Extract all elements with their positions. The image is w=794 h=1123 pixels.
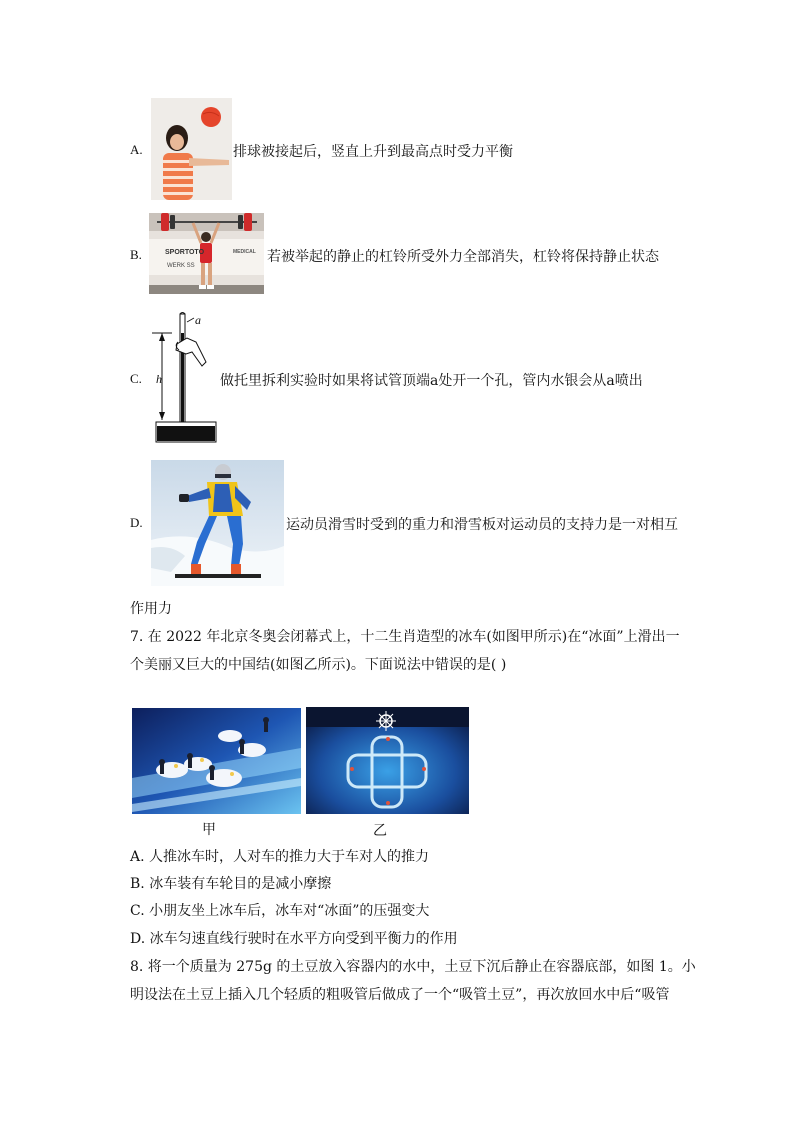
option-b-letter: B. xyxy=(130,247,142,262)
option-c-letter: C. xyxy=(130,371,142,386)
sign-werk: WERK SS xyxy=(167,263,195,269)
option-d-letter: D. xyxy=(130,515,143,530)
option-b-text: 若被举起的静止的杠铃所受外力全部消失，杠铃将保持静止状态 xyxy=(267,249,659,265)
torricelli-diagram xyxy=(150,310,218,446)
q7-option-a: A. 人推冰车时，人对车的推力大于车对人的推力 xyxy=(130,849,430,865)
q7-stem-line1: 7. 在 2022 年北京冬奥会闭幕式上，十二生肖造型的冰车(如图甲所示)在“冰面”上滑出一 xyxy=(130,629,680,645)
label-h: h xyxy=(156,372,162,386)
q8-stem-line2: 明设法在土豆上插入几个轻质的粗吸管后做成了一个“吸管土豆”，再次放回水中后“吸管 xyxy=(130,987,670,1003)
skier-photo xyxy=(151,460,284,586)
option-a-text: 排球被接起后，竖直上升到最高点时受力平衡 xyxy=(233,144,513,160)
volleyball-photo xyxy=(151,98,232,200)
q7-option-d: D. 冰车匀速直线行驶时在水平方向受到平衡力的作用 xyxy=(130,931,458,947)
option-c-text: 做托里拆利实验时如果将试管顶端a处开一个孔，管内水银会从a喷出 xyxy=(220,373,643,389)
q6-continuation: 作用力 xyxy=(130,601,172,617)
option-a-letter: A. xyxy=(130,142,143,157)
label-a: a xyxy=(195,313,201,327)
caption-yi: 乙 xyxy=(373,823,387,839)
q7-option-c: C. 小朋友坐上冰车后，冰车对“冰面”的压强变大 xyxy=(130,903,430,919)
sign-sportoto: SPORTOTO xyxy=(165,249,205,256)
chinese-knot-photo-yi xyxy=(306,707,469,814)
q7-stem-line2: 个美丽又巨大的中国结(如图乙所示)。下面说法中错误的是( ) xyxy=(130,657,507,673)
weightlifter-photo xyxy=(149,213,264,294)
ice-cart-photo-jia xyxy=(132,708,301,814)
option-d-text: 运动员滑雪时受到的重力和滑雪板对运动员的支持力是一对相互 xyxy=(286,517,678,533)
sign-medical: MEDICAL xyxy=(233,249,256,255)
q7-option-b: B. 冰车装有车轮目的是减小摩擦 xyxy=(130,876,332,892)
caption-jia: 甲 xyxy=(202,822,216,838)
q8-stem-line1: 8. 将一个质量为 275g 的土豆放入容器内的水中，土豆下沉后静止在容器底部，如图 1。小 xyxy=(130,959,696,975)
